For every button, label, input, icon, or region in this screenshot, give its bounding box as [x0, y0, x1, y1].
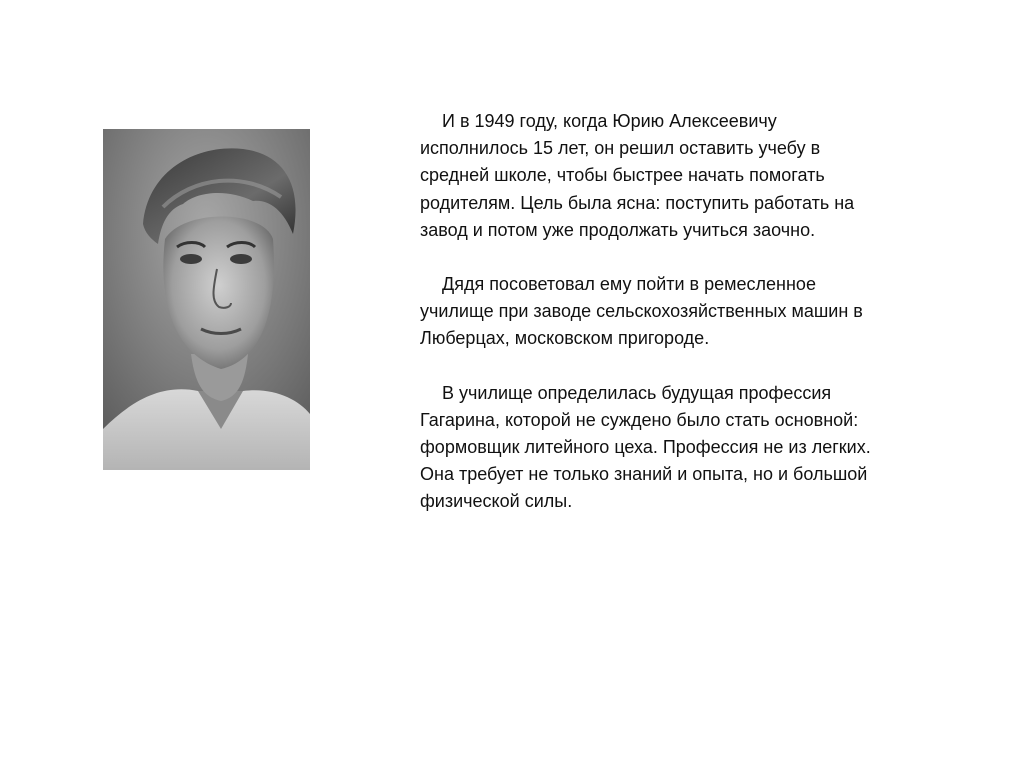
text-line: физической силы.	[420, 491, 573, 512]
text-line: В училище определилась будущая профессия	[442, 382, 832, 403]
portrait-photo-image	[103, 129, 310, 470]
text-line: Люберцах, московском пригороде.	[420, 328, 710, 349]
portrait-photo	[103, 129, 310, 470]
text-line: Дядя посоветовал ему пойти в ремесленное	[442, 274, 816, 295]
text-line: И в 1949 году, когда Юрию Алексеевичу	[442, 111, 777, 131]
paragraph	[420, 380, 980, 516]
text-line: училище при заводе сельскохозяйственных машин в	[420, 301, 863, 322]
body-text	[420, 108, 980, 543]
text-line: Она требует не только знаний и опыта, но и большой	[420, 464, 868, 485]
paragraph	[420, 271, 980, 353]
text-line: Гагарина, которой не суждено было стать основной:	[420, 409, 859, 430]
text-line: формовщик литейного цеха. Профессия не из легких.	[420, 437, 871, 458]
paragraph	[420, 108, 980, 244]
text-line: исполнилось 15 лет, он решил оставить учебу в	[420, 138, 821, 159]
text-line: родителям. Цель была ясна: поступить работать на	[420, 192, 855, 213]
text-line: средней школе, чтобы быстрее начать помогать	[420, 165, 825, 186]
text-line: завод и потом уже продолжать учиться заочно.	[420, 219, 816, 240]
